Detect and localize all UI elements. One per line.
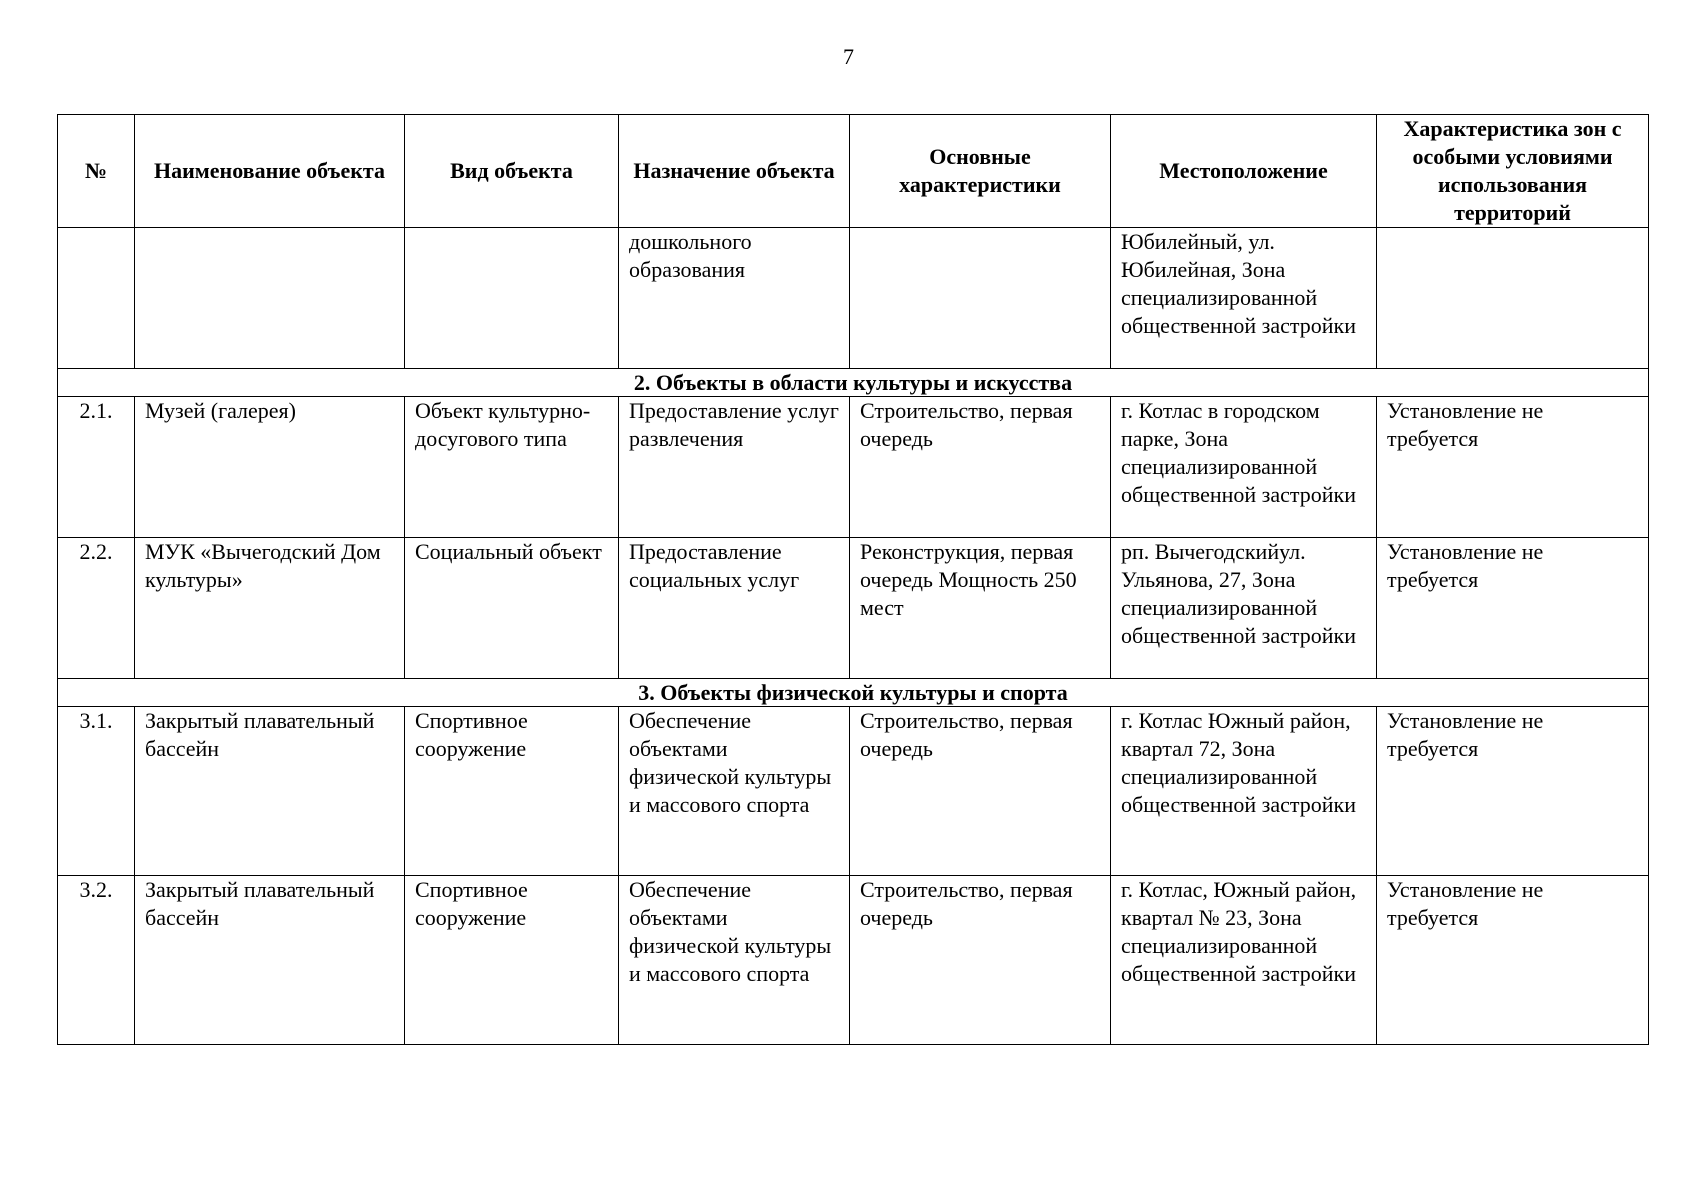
cell-zones: Установление не требуется	[1377, 538, 1649, 679]
cell-name: Музей (галерея)	[135, 397, 405, 538]
cell-characteristics	[850, 228, 1111, 369]
table-header-row	[58, 115, 1649, 228]
cell-purpose: Обеспечение объектами физической культуры и массового спорта	[619, 707, 850, 876]
cell-location: г. Котлас Южный район, квартал 72, Зона специализированной общественной застройки	[1111, 707, 1377, 876]
cell-purpose: Предоставление услуг развлечения	[619, 397, 850, 538]
cell-type	[405, 228, 619, 369]
objects-table	[57, 114, 1649, 1045]
section-heading-row	[58, 679, 1649, 707]
cell-type: Объект культурно-досугового типа	[405, 397, 619, 538]
cell-number	[58, 228, 135, 369]
cell-location: рп. Вычегодскийул. Ульянова, 27, Зона специализированной общественной застройки	[1111, 538, 1377, 679]
cell-location: г. Котлас в городском парке, Зона специализированной общественной застройки	[1111, 397, 1377, 538]
header-special-zones: Характеристика зон с особыми условиями использования территорий	[1377, 115, 1649, 228]
cell-name: МУК «Вычегодский Дом культуры»	[135, 538, 405, 679]
table-row	[58, 876, 1649, 1045]
cell-characteristics: Строительство, первая очередь	[850, 876, 1111, 1045]
cell-number: 3.1.	[58, 707, 135, 876]
cell-characteristics: Строительство, первая очередь	[850, 397, 1111, 538]
table-row	[58, 538, 1649, 679]
cell-number: 2.2.	[58, 538, 135, 679]
page-number: 7	[843, 44, 854, 69]
cell-type: Спортивное сооружение	[405, 876, 619, 1045]
cell-purpose: Обеспечение объектами физической культуры и массового спорта	[619, 876, 850, 1045]
header-number: №	[58, 115, 135, 228]
header-main-characteristics: Основные характеристики	[850, 115, 1111, 228]
cell-location: Юбилейный, ул. Юбилейная, Зона специализированной общественной застройки	[1111, 228, 1377, 369]
cell-name: Закрытый плавательный бассейн	[135, 876, 405, 1045]
cell-number: 2.1.	[58, 397, 135, 538]
cell-name: Закрытый плавательный бассейн	[135, 707, 405, 876]
section-title: 3. Объекты физической культуры и спорта	[58, 679, 1649, 707]
header-location: Местоположение	[1111, 115, 1377, 228]
cell-purpose: Предоставление социальных услуг	[619, 538, 850, 679]
cell-location: г. Котлас, Южный район, квартал № 23, Зона специализированной общественной застройки	[1111, 876, 1377, 1045]
cell-type: Спортивное сооружение	[405, 707, 619, 876]
section-heading-row	[58, 369, 1649, 397]
cell-zones: Установление не требуется	[1377, 397, 1649, 538]
cell-name	[135, 228, 405, 369]
section-title: 2. Объекты в области культуры и искусства	[58, 369, 1649, 397]
cell-type: Социальный объект	[405, 538, 619, 679]
table-row	[58, 228, 1649, 369]
cell-zones: Установление не требуется	[1377, 876, 1649, 1045]
cell-number: 3.2.	[58, 876, 135, 1045]
cell-zones	[1377, 228, 1649, 369]
cell-zones: Установление не требуется	[1377, 707, 1649, 876]
table-row	[58, 707, 1649, 876]
header-object-purpose: Назначение объекта	[619, 115, 850, 228]
cell-characteristics: Строительство, первая очередь	[850, 707, 1111, 876]
cell-purpose: дошкольного образования	[619, 228, 850, 369]
header-object-name: Наименование объекта	[135, 115, 405, 228]
header-object-type: Вид объекта	[405, 115, 619, 228]
cell-characteristics: Реконструкция, первая очередь Мощность 250 мест	[850, 538, 1111, 679]
table-row	[58, 397, 1649, 538]
